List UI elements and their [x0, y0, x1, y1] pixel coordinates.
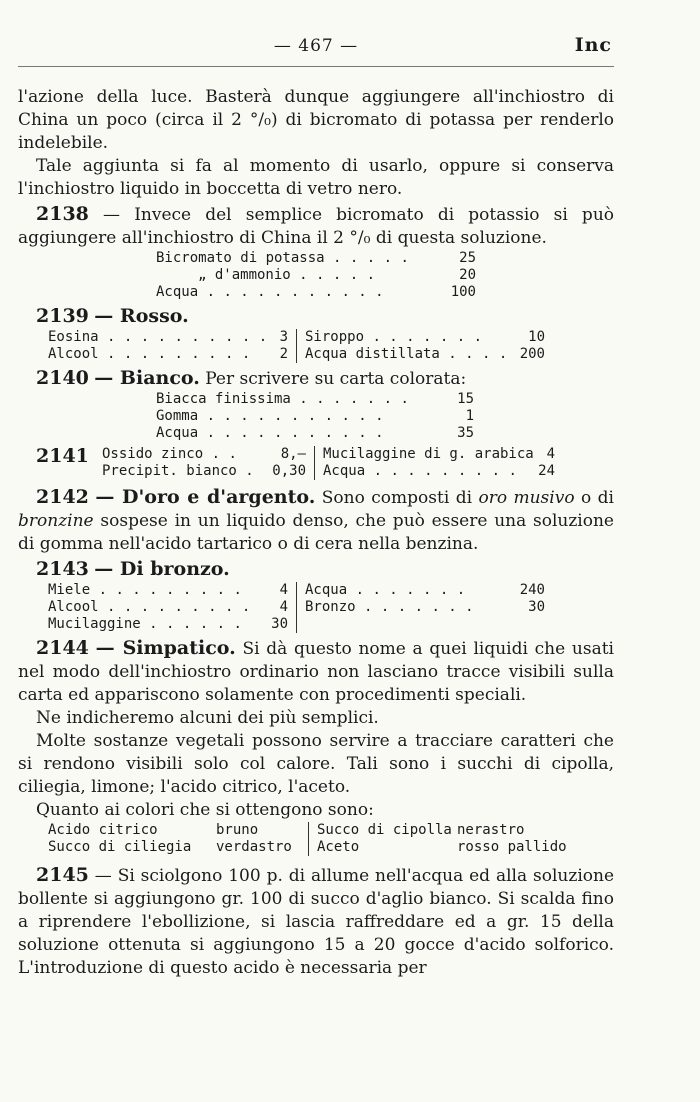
page-body [18, 86, 614, 980]
substance-name: Succo di cipolla [317, 822, 452, 838]
paragraph: Ne indicheremo alcuni dei più semplici. [36, 708, 379, 728]
ingredient-name: Ossido zinco [102, 446, 204, 462]
ingredient-name: Acqua [305, 582, 348, 598]
substance-color: rosso pallido [457, 839, 567, 855]
section-number: 2141 [36, 445, 89, 467]
section-text: o di [581, 488, 614, 508]
substance-color: bruno [216, 822, 259, 838]
section-number: 2138 [36, 203, 89, 225]
ingredient-qty: 35 [457, 425, 474, 441]
ingredient-qty: 25 [459, 250, 476, 266]
leader-dots: . . . . . . . . . [107, 599, 251, 615]
ingredient-name: Gomma [156, 408, 199, 424]
leader-dots: . . . . . . . [364, 599, 474, 615]
color-row [48, 839, 300, 856]
section-number: 2143 [36, 558, 89, 580]
recipe-row [305, 329, 545, 346]
section-title: — Rosso. [94, 305, 189, 327]
ingredient-qty: 2 [279, 346, 288, 362]
section-text: Si dà questo nome a quei liquidi che usati nel modo dell'inchiostro ordinario non lasciano tracce visibili sulla carta ed appariscono solamente con procedimenti speciali. [18, 639, 614, 705]
section-text-italic: bronzine [18, 511, 94, 531]
recipe-2143 [48, 582, 614, 633]
substance-color: verdastro [216, 839, 292, 855]
ingredient-qty: 15 [457, 391, 474, 407]
ingredient-name: Precipit. bianco [102, 463, 237, 479]
recipe-row [323, 463, 555, 480]
recipe-row [156, 284, 476, 301]
recipe-col-left [102, 446, 314, 480]
ingredient-qty: 10 [528, 329, 545, 345]
leader-dots: . . . . . . [149, 616, 242, 632]
recipe-col-left [48, 329, 296, 363]
recipe-row [305, 346, 545, 363]
ingredient-name: Bronzo [305, 599, 356, 615]
ingredient-name: Acqua [323, 463, 366, 479]
ingredient-name: Siroppo [305, 329, 365, 345]
section-title: — Simpatico. [95, 637, 236, 659]
recipe-2138 [156, 250, 476, 301]
leader-dots: . . . . [448, 346, 508, 362]
recipe-2140 [156, 391, 474, 442]
recipe-row [156, 391, 474, 408]
ingredient-qty: 4 [546, 446, 555, 462]
section-text-italic: oro musivo [478, 488, 575, 508]
ingredient-qty: 3 [279, 329, 288, 345]
recipe-2139 [48, 329, 614, 363]
leader-dots: . . . . . . . . . [107, 346, 251, 362]
leader-dots: . . [211, 446, 237, 462]
ingredient-name: Bicromato di potassa [156, 250, 325, 266]
ingredient-name: Acqua [156, 425, 199, 441]
ingredient-name: „ d'ammonio [198, 267, 291, 283]
substance-name: Aceto [317, 839, 360, 855]
page [18, 0, 615, 978]
paragraph: Molte sostanze vegetali possono servire a tracciare caratteri che si rendono visibili solo col calore. Tali sono i succhi di cipolla, ciliegia, limone; l'acido citrico, l'aceto. [18, 731, 614, 797]
ingredient-qty: 24 [538, 463, 555, 479]
color-row [48, 822, 300, 839]
leader-dots: . . . . . . . . . [98, 582, 242, 598]
recipe-row [156, 408, 474, 425]
ingredient-qty: 20 [459, 267, 476, 283]
intro-paragraph: l'azione della luce. Basterà dunque aggiungere all'inchiostro di China un poco (circa il 2 °/₀) di bicromato di potassa per renderlo indelebile. [18, 87, 614, 153]
running-head: Inc [574, 34, 612, 56]
ingredient-qty: 0,30 [272, 463, 306, 479]
leader-dots: . . . . . . . [372, 329, 483, 345]
ingredient-qty: 4 [279, 599, 288, 615]
ingredient-qty: 4 [279, 582, 288, 598]
leader-dots: . . . . . . . . . . . [206, 408, 384, 424]
recipe-row [102, 463, 306, 480]
recipe-row [48, 582, 288, 599]
header-rule [18, 66, 614, 67]
section-number: 2145 [36, 864, 89, 886]
page-header [18, 0, 614, 66]
color-row [317, 822, 569, 839]
section-2139 [18, 305, 614, 329]
ingredient-qty: 30 [528, 599, 545, 615]
section-2145 [18, 864, 614, 980]
color-col-left [48, 822, 308, 856]
ingredient-name: Alcool [48, 599, 99, 615]
ingredient-name: Acqua distillata [305, 346, 440, 362]
section-text: Per scrivere su carta colorata: [205, 369, 467, 389]
section-2138 [18, 203, 614, 250]
leader-dots: . . . . . [333, 250, 409, 266]
ingredient-name: Biacca finissima [156, 391, 291, 407]
recipe-2141 [102, 446, 563, 480]
recipe-row [48, 599, 288, 616]
leader-dots: . . . . . . . . . [373, 463, 517, 479]
ingredient-name: Eosina [48, 329, 99, 345]
recipe-row [156, 250, 476, 267]
recipe-row [48, 616, 288, 633]
ingredient-qty: 200 [519, 346, 545, 362]
substance-name: Succo di ciliegia [48, 839, 192, 855]
recipe-col-right [296, 582, 553, 633]
ingredient-name: Alcool [48, 346, 99, 362]
ingredient-name: Acqua [156, 284, 199, 300]
intro-paragraph-2: Tale aggiunta si fa al momento di usarlo, oppure si conserva l'inchiostro liquido in boccetta di vetro nero. [18, 156, 614, 199]
page-number: — 467 — [273, 36, 359, 56]
section-2143 [18, 558, 614, 582]
recipe-row-empty [305, 616, 545, 633]
section-text: — Invece del semplice bicromato di potassio si può aggiungere all'inchiostro di China il 2 °/₀ di questa soluzione. [18, 205, 615, 248]
section-number: 2144 [36, 637, 89, 659]
ingredient-qty: 100 [450, 284, 476, 300]
ingredient-qty: 1 [465, 408, 474, 424]
section-2142 [18, 486, 614, 556]
recipe-row [305, 582, 545, 599]
section-text: Sono composti di [321, 488, 473, 508]
color-row [317, 839, 569, 856]
section-number: 2139 [36, 305, 89, 327]
recipe-row [305, 599, 545, 616]
substance-color: nerastro [457, 822, 525, 838]
section-title: — Di bronzo. [94, 558, 230, 580]
ingredient-qty: 240 [519, 582, 545, 598]
section-number: 2140 [36, 367, 89, 389]
section-2141 [36, 446, 614, 480]
section-title: — Bianco. [94, 367, 200, 389]
leader-dots: . . . . . . . [299, 391, 409, 407]
section-2144 [18, 637, 614, 707]
recipe-row [156, 425, 474, 442]
section-text: — Si sciolgono 100 p. di allume nell'acqua ed alla soluzione bollente si aggiungono gr. 100 di succo d'aglio bianco. Si scalda fino a riprendere l'ebollizione, si lascia raffreddare ed a gr. 15 della soluzione ottenuta si aggiungono 15 a 20 gocce d'acido solforico. L'introduzione di questo acido è necessaria per [18, 866, 614, 978]
recipe-row [323, 446, 555, 463]
color-table-2144 [48, 822, 614, 856]
leader-dots: . . . . . . . [355, 582, 466, 598]
ingredient-qty: 8,— [280, 446, 306, 462]
ingredient-name: Mucilaggine [48, 616, 141, 632]
ingredient-name: Miele [48, 582, 91, 598]
leader-dots: . [245, 463, 254, 479]
recipe-row [48, 346, 288, 363]
ingredient-name: Mucilaggine di g. arabica [323, 446, 534, 462]
section-title: — D'oro e d'argento. [95, 486, 316, 508]
leader-dots: . . . . . . . . . . . [206, 425, 384, 441]
recipe-row [102, 446, 306, 463]
recipe-col-right [314, 446, 563, 480]
section-text: sospese in un liquido denso, che può essere una soluzione di gomma nell'acido tartarico o di cera nella benzina. [18, 511, 614, 554]
section-number: 2142 [36, 486, 89, 508]
substance-name: Acido citrico [48, 822, 158, 838]
paragraph: Quanto ai colori che si ottengono sono: [36, 800, 374, 820]
recipe-col-left [48, 582, 296, 633]
leader-dots: . . . . . [299, 267, 376, 283]
recipe-row [48, 329, 288, 346]
ingredient-qty: 30 [271, 616, 288, 632]
section-2140 [18, 367, 614, 391]
leader-dots: . . . . . . . . . . . [206, 284, 384, 300]
color-col-right [308, 822, 577, 856]
recipe-row [156, 267, 476, 284]
leader-dots: . . . . . . . . . . [107, 329, 268, 345]
recipe-col-right [296, 329, 553, 363]
